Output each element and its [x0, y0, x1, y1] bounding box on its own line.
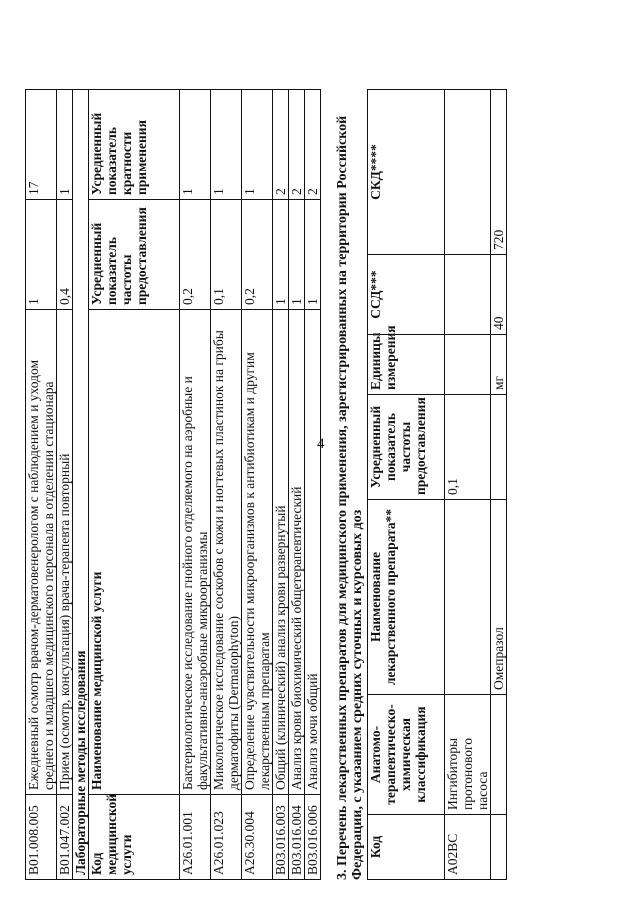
- atc-code: A02BC: [445, 815, 491, 880]
- drug-name-cell: [445, 500, 491, 695]
- multiplicity-value: 2: [289, 90, 305, 200]
- skd-cell: [445, 90, 491, 255]
- service-code: A26.01.001: [180, 795, 211, 880]
- column-header-drug-name: Наименование лекарственного препарата**: [368, 500, 445, 695]
- atc-code: [491, 815, 507, 880]
- ssd-cell: [445, 255, 491, 335]
- unit-value: мг: [491, 335, 507, 395]
- service-code: B01.008.005: [26, 795, 57, 880]
- service-name: Анализ мочи общий: [305, 310, 321, 795]
- table-row: [180, 90, 211, 880]
- frequency-value: [491, 395, 507, 500]
- column-header-ssd: ССД***: [368, 255, 445, 335]
- column-header-frequency: Усредненный показатель частоты предоставления: [368, 395, 445, 500]
- column-header-code: Код медицинской услуги: [89, 795, 180, 880]
- column-header-code: Код: [368, 815, 445, 880]
- frequency-value: 1: [26, 200, 57, 310]
- medical-services-table: [25, 89, 321, 880]
- column-header-frequency: Усредненный показатель частоты предоставления: [89, 200, 180, 310]
- service-code: A26.01.023: [211, 795, 242, 880]
- frequency-value: 0,2: [180, 200, 211, 310]
- atc-group: Ингибиторы протонового насоса: [445, 695, 491, 815]
- table-row: [305, 90, 321, 880]
- service-code: A26.30.004: [242, 795, 273, 880]
- multiplicity-value: 1: [211, 90, 242, 200]
- column-header-name: Наименование медицинской услуги: [89, 310, 180, 795]
- service-name: Общий (клинический) анализ крови развернутый: [273, 310, 289, 795]
- table-header-row: [368, 90, 445, 880]
- table-row: [491, 90, 507, 880]
- frequency-value: 1: [273, 200, 289, 310]
- section-heading: 3. Перечень лекарственных препаратов для медицинского применения, зарегистрированных на территории Российской Федерации, с указанием средних суточных и курсовых доз: [335, 115, 365, 880]
- unit-cell: [445, 335, 491, 395]
- page-number: 4: [317, 436, 325, 452]
- frequency-value: 1: [289, 200, 305, 310]
- section-title: Лабораторные методы исследования: [73, 90, 89, 880]
- frequency-value: 0,4: [57, 200, 73, 310]
- service-code: B01.047.002: [57, 795, 73, 880]
- drug-name: Омепразол: [491, 500, 507, 695]
- table-row: [289, 90, 305, 880]
- multiplicity-value: 1: [242, 90, 273, 200]
- table-row: [242, 90, 273, 880]
- service-name: Прием (осмотр, консультация) врача-терапевта повторный: [57, 310, 73, 795]
- section-title-row: [73, 90, 89, 880]
- table-row: [57, 90, 73, 880]
- service-name: Микологическое исследование соскобов с кожи и ногтевых пластинок на грибы дерматофиты (Dermatophyton): [211, 310, 242, 795]
- multiplicity-value: 17: [26, 90, 57, 200]
- service-name: Определение чувствительности микроорганизмов к антибиотикам и другим лекарственным препаратам: [242, 310, 273, 795]
- service-name: Ежедневный осмотр врачом-дерматовенерологом с наблюдением и уходом среднего и младшего медицинского персонала в отделении стационара: [26, 310, 57, 795]
- atc-group: [491, 695, 507, 815]
- table-row: [211, 90, 242, 880]
- table-header-row: [89, 90, 180, 880]
- table-row: [445, 90, 491, 880]
- service-code: B03.016.006: [305, 795, 321, 880]
- multiplicity-value: 1: [57, 90, 73, 200]
- table-row: [273, 90, 289, 880]
- service-code: B03.016.003: [273, 795, 289, 880]
- multiplicity-value: 2: [273, 90, 289, 200]
- column-header-atc: Анатомо-терапевтическо-химическая классификация: [368, 695, 445, 815]
- multiplicity-value: 2: [305, 90, 321, 200]
- column-header-unit: Единицы измерения: [368, 335, 445, 395]
- rotated-page-content: [25, 40, 507, 880]
- service-name: Анализ крови биохимический общетерапевтический: [289, 310, 305, 795]
- skd-value: 720: [491, 90, 507, 255]
- frequency-value: 0,1: [445, 395, 491, 500]
- column-header-skd: СКД****: [368, 90, 445, 255]
- frequency-value: 0,2: [242, 200, 273, 310]
- ssd-value: 40: [491, 255, 507, 335]
- service-code: B03.016.004: [289, 795, 305, 880]
- table-row: [26, 90, 57, 880]
- frequency-value: 0,1: [211, 200, 242, 310]
- service-name: Бактериологическое исследование гнойного отделяемого на аэробные и факультативно-анаэробные микроорганизмы: [180, 310, 211, 795]
- multiplicity-value: 1: [180, 90, 211, 200]
- drugs-table: [367, 89, 507, 880]
- column-header-multiplicity: Усредненный показатель кратности применения: [89, 90, 180, 200]
- frequency-value: 1: [305, 200, 321, 310]
